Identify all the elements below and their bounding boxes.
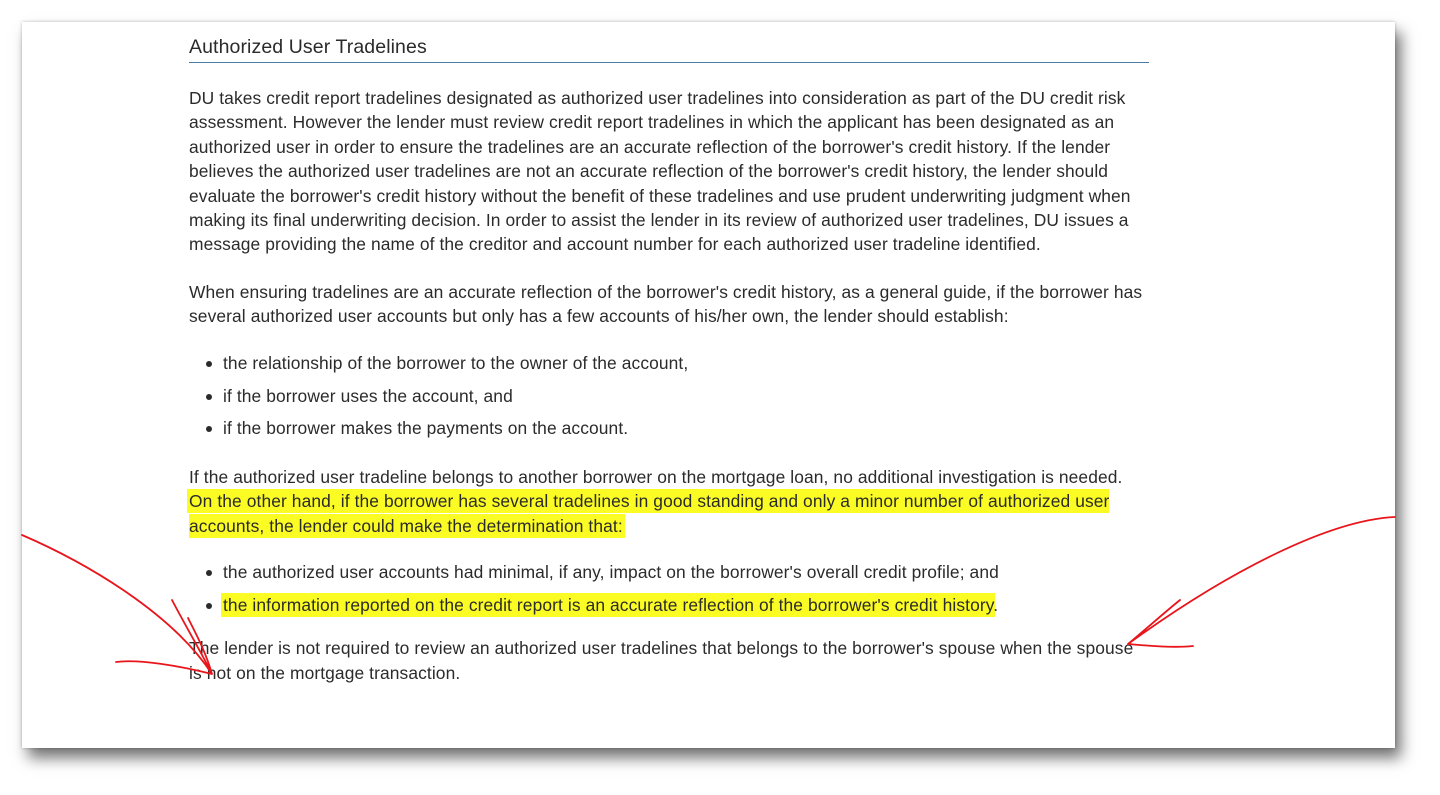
list-item: the authorized user accounts had minimal, if any, impact on the borrower's overall credit profile; and bbox=[189, 560, 1149, 584]
list-item: the relationship of the borrower to the owner of the account, bbox=[189, 351, 1149, 375]
guide-paragraph: When ensuring tradelines are an accurate reflection of the borrower's credit history, as a general guide, if the borrower has several authorized user accounts but only has a few accounts of his/her own, the lender should establish: bbox=[189, 281, 1143, 327]
document-page bbox=[22, 22, 1395, 748]
highlighted-text: On the other hand, if the borrower has several tradelines in good standing and only a minor number of authorized user accounts, the lender could make the determination that: bbox=[189, 491, 1110, 536]
another-borrower-text: If the authorized user tradeline belongs to another borrower on the mortgage loan, no additional investigation is needed. bbox=[189, 466, 1123, 487]
item-suffix: . bbox=[993, 595, 999, 615]
establish-list bbox=[189, 351, 1149, 441]
intro-paragraph: DU takes credit report tradelines designated as authorized user tradelines into consideration as part of the DU credit risk assessment. However the lender must review credit report tradelines in which the applicant has been designated as an authorized user in order to ensure the tradelines are an accurate reflection of the borrower's credit history. If the lender believes the authorized user tradelines are not an accurate reflection of the borrower's credit history, the lender should evaluate the borrower's credit history without the benefit of these tradelines and use prudent underwriting judgment when making its final underwriting decision. In order to assist the lender in its review of authorized user tradelines, DU issues a message providing the name of the creditor and account number for each authorized user tradeline identified. bbox=[189, 88, 1131, 255]
section-heading: Authorized User Tradelines bbox=[189, 34, 1149, 63]
spouse-paragraph: The lender is not required to review an authorized user tradelines that belongs to the borrower's spouse when the spouse is not on the mortgage transaction. bbox=[189, 638, 1134, 683]
highlighted-text: the information reported on the credit report is an accurate reflection of the borrower's credit history bbox=[223, 595, 994, 615]
determination-list bbox=[189, 560, 1149, 617]
list-item bbox=[189, 593, 1149, 617]
document-content bbox=[189, 34, 1149, 685]
determination-paragraph bbox=[189, 465, 1149, 538]
list-item: if the borrower makes the payments on the account. bbox=[189, 416, 1149, 440]
list-item: if the borrower uses the account, and bbox=[189, 384, 1149, 408]
